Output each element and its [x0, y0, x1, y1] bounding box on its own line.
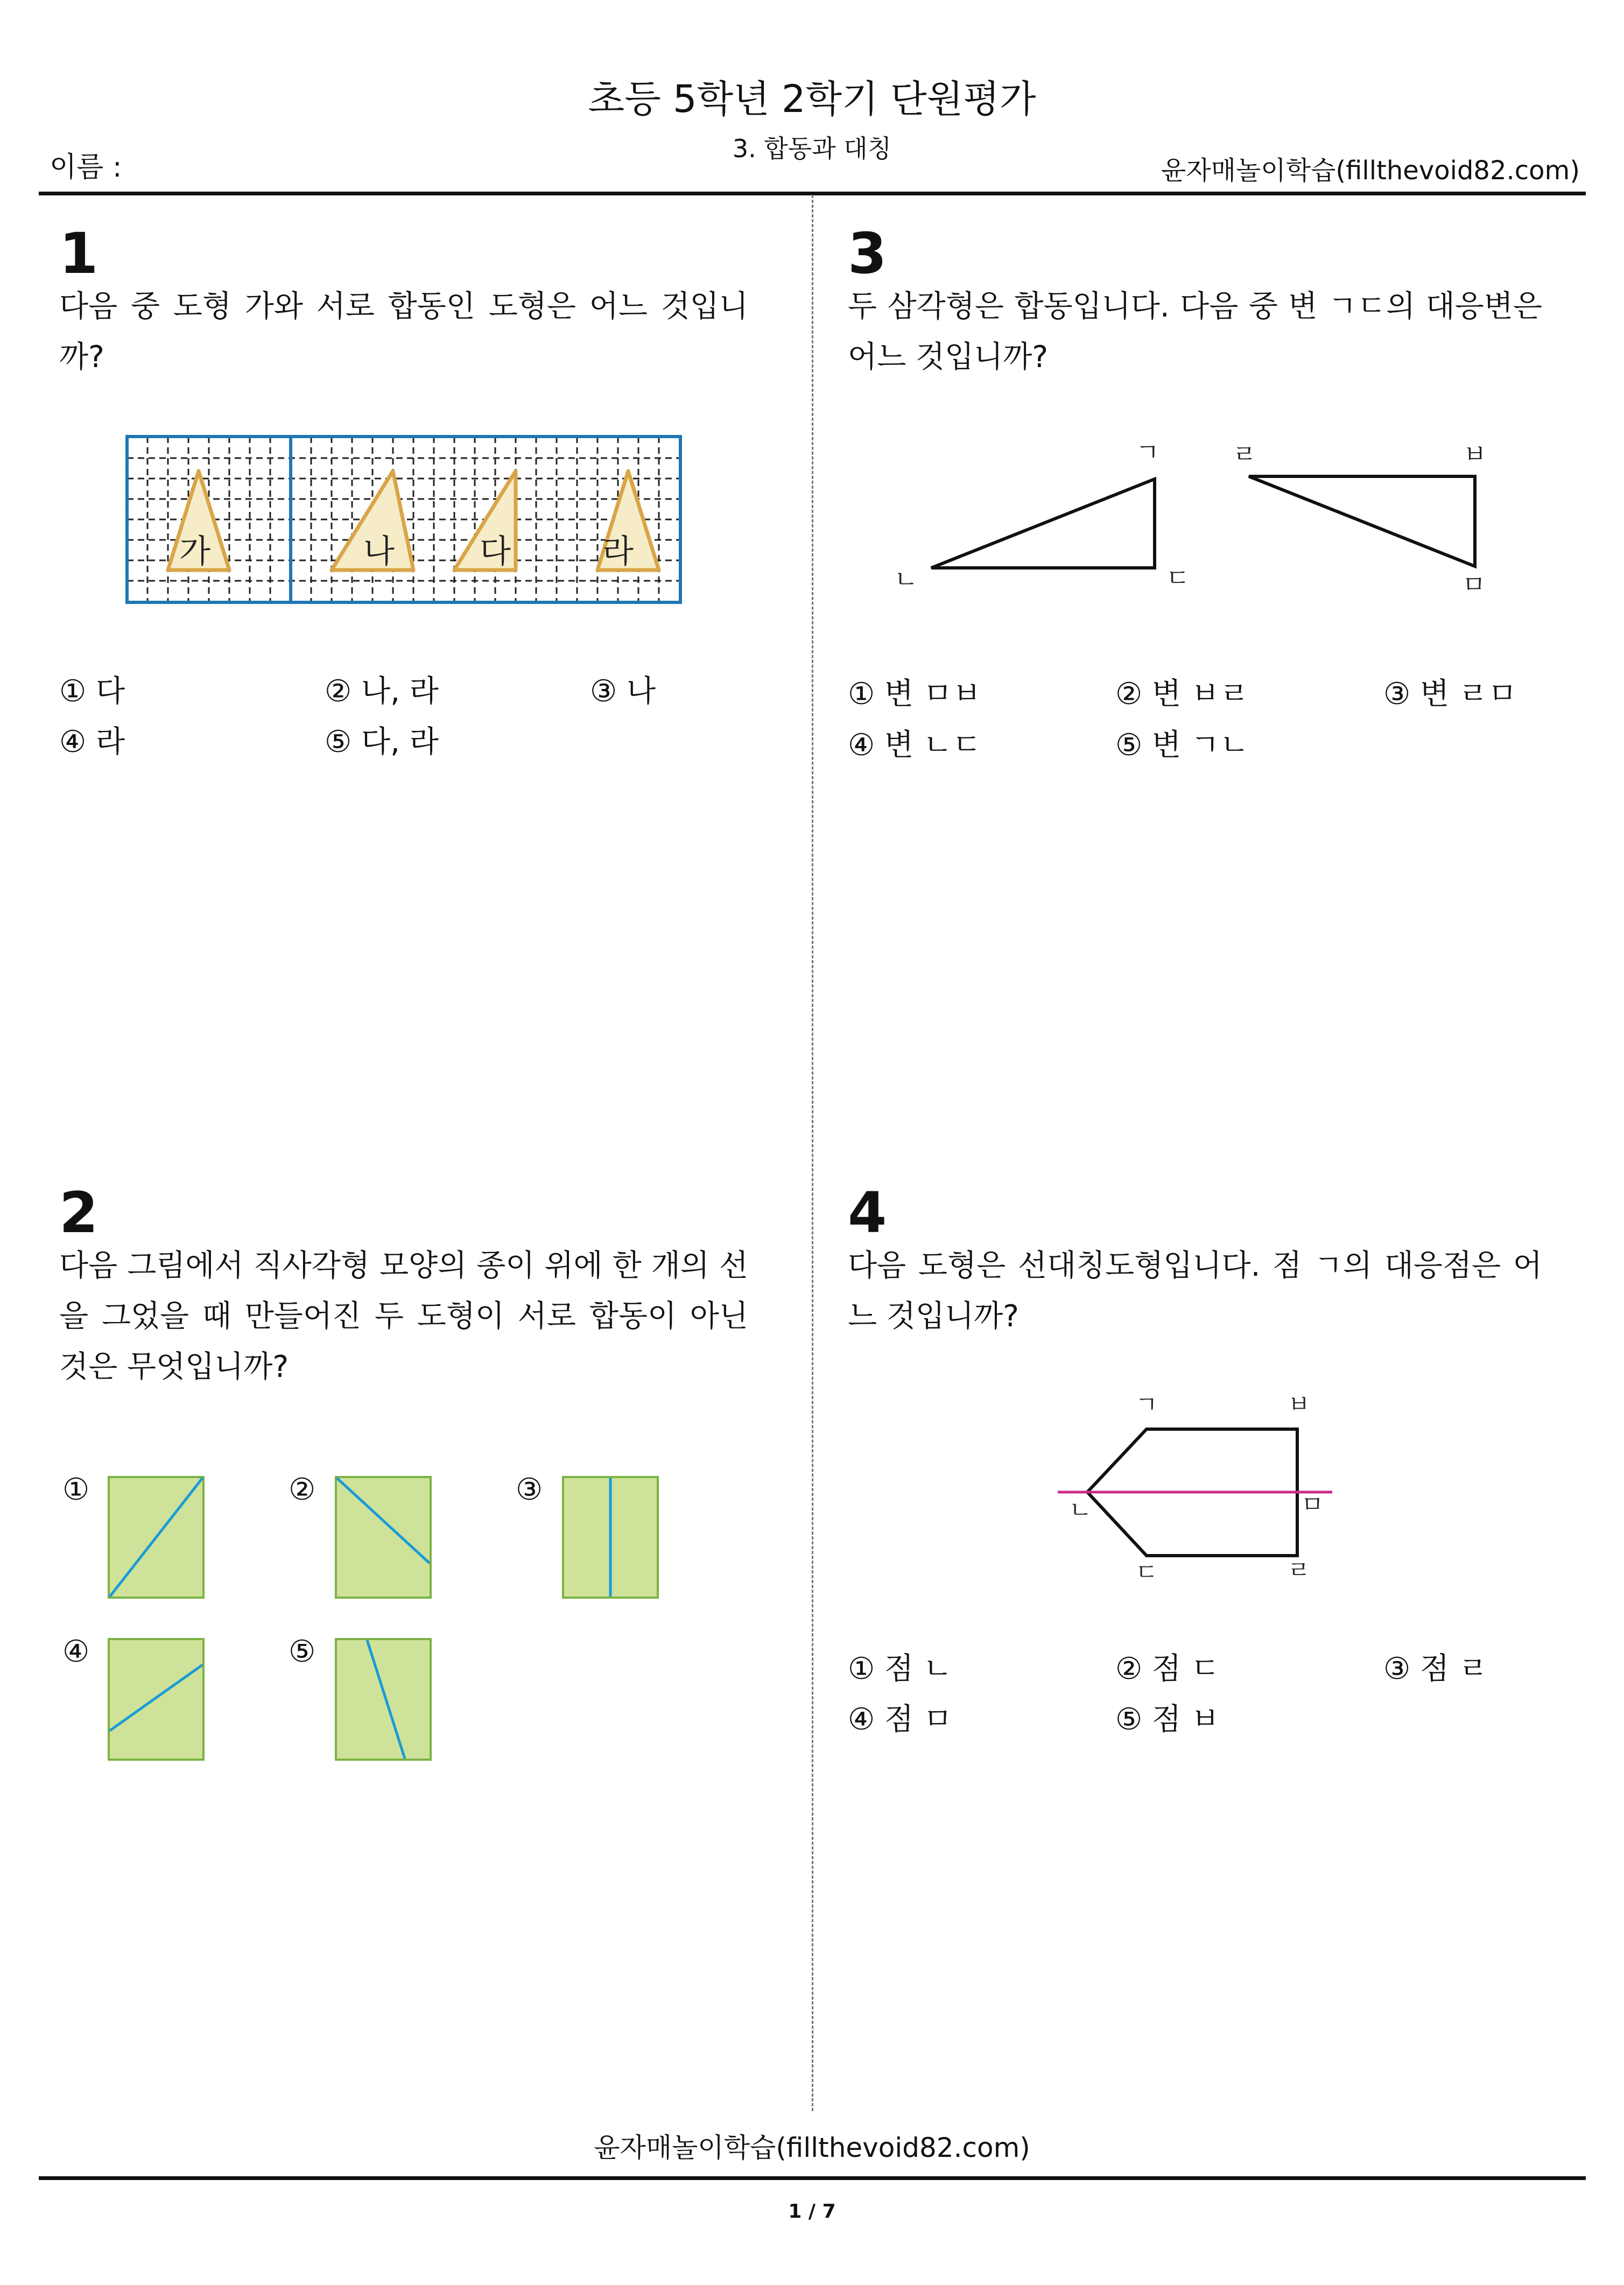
q4-option-1[interactable]: ① 점 ㄴ — [848, 1651, 952, 1686]
q1-option-4[interactable]: ④ 라 — [59, 725, 125, 760]
vertex-label-bieup: ㅂ — [1287, 1391, 1311, 1418]
question-4-text: 다음 도형은 선대칭도형입니다. 점 ㄱ의 대응점은 어느 것입니까? — [848, 1248, 1542, 1334]
q2-figure-4 — [108, 1638, 205, 1761]
question-1-number: 1 — [59, 221, 99, 286]
q2-figure-5 — [335, 1638, 432, 1761]
q3-option-2[interactable]: ② 변 ㅂㄹ — [1115, 677, 1249, 712]
q3-option-5[interactable]: ⑤ 변 ㄱㄴ — [1115, 728, 1249, 763]
triangle-label-ga: 가 — [179, 533, 210, 571]
vertex-label-bieup: ㅂ — [1463, 440, 1487, 469]
question-1-text: 다음 중 도형 가와 서로 합동인 도형은 어느 것입니까? — [59, 289, 748, 375]
q3-option-3[interactable]: ③ 변 ㄹㅁ — [1383, 677, 1517, 712]
vertex-label-giyeok: ㄱ — [1135, 438, 1160, 467]
site-credit-top: 윤자매놀이학습(fillthevoid82.com) — [1161, 156, 1580, 186]
q2-option-5[interactable]: ⑤ — [289, 1634, 316, 1669]
footer-divider — [39, 2176, 1586, 2180]
triangle-giyeok-nieun-digeut — [931, 479, 1155, 568]
q2-figure-1 — [108, 1476, 205, 1599]
vertex-label-rieul: ㄹ — [1232, 440, 1257, 469]
question-3-text: 두 삼각형은 합동입니다. 다음 중 변 ㄱㄷ의 대응변은 어느 것입니까? — [848, 289, 1542, 375]
site-credit-bottom: 윤자매놀이학습(fillthevoid82.com) — [594, 2132, 1030, 2163]
vertex-label-giyeok: ㄱ — [1135, 1391, 1158, 1418]
q1-option-1[interactable]: ① 다 — [59, 674, 125, 709]
vertex-label-mieum: ㅁ — [1300, 1491, 1324, 1518]
q1-option-5[interactable]: ⑤ 다, 라 — [325, 725, 439, 760]
vertex-label-nieun: ㄴ — [1068, 1496, 1092, 1524]
vertex-label-rieul: ㄹ — [1287, 1557, 1311, 1584]
q3-option-4[interactable]: ④ 변 ㄴㄷ — [848, 728, 982, 763]
q2-option-1[interactable]: ① — [62, 1472, 90, 1507]
question-2-text: 다음 그림에서 직사각형 모양의 종이 위에 한 개의 선을 그었을 때 만들어진 두 도형이 서로 합동이 아닌 것은 무엇입니까? — [59, 1248, 748, 1384]
triangle-rieul-bieup-mieum — [1249, 476, 1475, 566]
question-1-grid-figure — [124, 433, 684, 606]
page-title: 초등 5학년 2학기 단원평가 — [588, 77, 1036, 121]
triangle-label-na: 나 — [363, 533, 395, 571]
q4-option-5[interactable]: ⑤ 점 ㅂ — [1115, 1702, 1220, 1737]
q2-option-2[interactable]: ② — [289, 1472, 316, 1507]
q3-option-1[interactable]: ① 변 ㅁㅂ — [848, 677, 982, 712]
question-3-number: 3 — [848, 221, 887, 286]
q4-option-2[interactable]: ② 점 ㄷ — [1115, 1651, 1220, 1686]
q2-figure-3 — [562, 1476, 659, 1599]
vertex-label-nieun: ㄴ — [894, 565, 918, 594]
q4-option-4[interactable]: ④ 점 ㅁ — [848, 1702, 952, 1737]
q4-option-3[interactable]: ③ 점 ㄹ — [1383, 1651, 1488, 1686]
paper-rectangle — [336, 1477, 431, 1598]
q1-option-2[interactable]: ② 나, 라 — [325, 674, 439, 709]
q1-option-3[interactable]: ③ 나 — [590, 674, 656, 709]
question-4-symmetric-figure — [1044, 1389, 1346, 1588]
vertex-label-mieum: ㅁ — [1461, 570, 1486, 599]
triangle-label-da: 다 — [480, 533, 511, 571]
triangle-label-ra: 라 — [602, 533, 634, 571]
q2-figure-2 — [335, 1476, 432, 1599]
page-number: 1 / 7 — [788, 2200, 836, 2223]
vertex-label-digeut: ㄷ — [1135, 1559, 1158, 1586]
column-divider — [812, 195, 813, 2111]
question-4-number: 4 — [848, 1180, 887, 1246]
name-label: 이름 : — [50, 151, 122, 184]
paper-rectangle — [336, 1639, 431, 1760]
question-2-number: 2 — [59, 1180, 99, 1246]
q2-option-4[interactable]: ④ — [62, 1634, 90, 1669]
vertex-label-digeut: ㄷ — [1165, 564, 1190, 593]
question-3-triangles-figure — [883, 431, 1529, 614]
q2-option-3[interactable]: ③ — [516, 1472, 543, 1507]
unit-subtitle: 3. 합동과 대칭 — [732, 134, 892, 163]
